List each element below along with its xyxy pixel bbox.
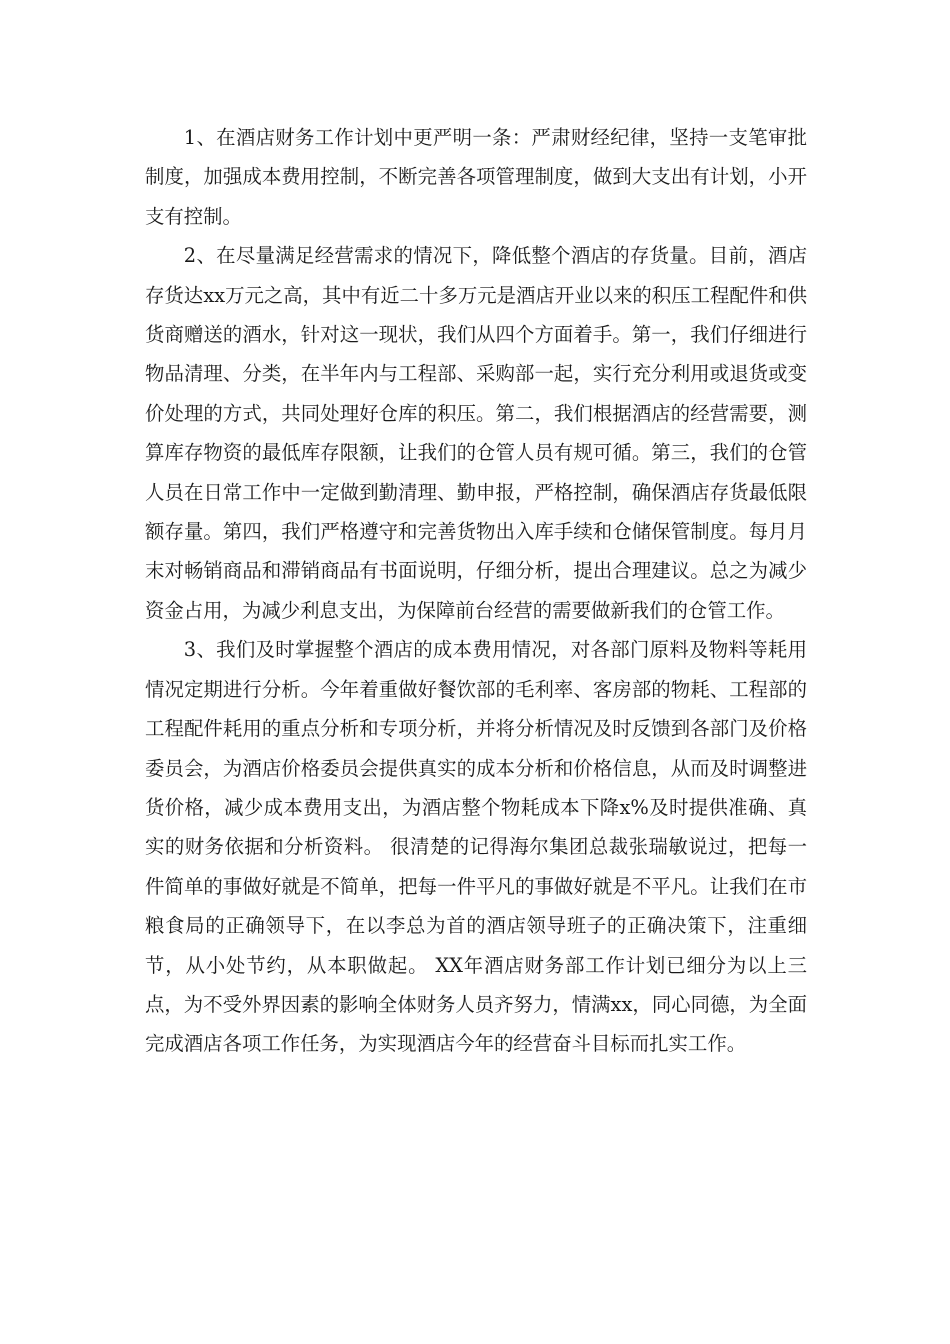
paragraph-2: 2、在尽量满足经营需求的情况下，降低整个酒店的存货量。目前，酒店存货达xx万元之高，其中有近二十多万元是酒店开业以来的积压工程配件和供货商赠送的酒水，针对这一现状，我们从四个方面着手。第一，我们仔细进行物品清理、分类，在半年内与工程部、采购部一起，实行充分利用或退货或变价处理的方式，共同处理好仓库的积压。第二，我们根据酒店的经营需要，测算库存物资的最低库存限额，让我们的仓管人员有规可循。第三，我们的仓管人员在日常工作中一定做到勤清理、勤申报，严格控制，确保酒店存货最低限额存量。第四，我们严格遵守和完善货物出入库手续和仓储保管制度。每月月末对畅销商品和滞销商品有书面说明，仔细分析，提出合理建议。总之为减少资金占用，为减少利息支出，为保障前台经营的需要做新我们的仓管工作。 — [145, 244, 807, 622]
paragraph-3: 3、我们及时掌握整个酒店的成本费用情况，对各部门原料及物料等耗用情况定期进行分析。今年着重做好餐饮部的毛利率、客房部的物耗、工程部的工程配件耗用的重点分析和专项分析，并将分析情况及时反馈到各部门及价格委员会，为酒店价格委员会提供真实的成本分析和价格信息，从而及时调整进货价格，减少成本费用支出，为酒店整个物耗成本下降x%及时提供准确、真实的财务依据和分析资料。 很清楚的记得海尔集团总裁张瑞敏说过，把每一件简单的事做好就是不简单，把每一件平凡的事做好就是不平凡。让我们在市粮食局的正确领导下，在以李总为首的酒店领导班子的正确决策下，注重细节，从小处节约，从本职做起。 XX年酒店财务部工作计划已细分为以上三点，为不受外界因素的影响全体财务人员齐努力，情满xx，同心同德，为全面完成酒店各项工作任务，为实现酒店今年的经营奋斗目标而扎实工作。 — [145, 638, 807, 1056]
paragraph-1: 1、在酒店财务工作计划中更严明一条：严肃财经纪律，坚持一支笔审批制度，加强成本费用控制，不断完善各项管理制度，做到大支出有计划，小开支有控制。 — [145, 126, 807, 228]
document-body — [145, 118, 807, 1064]
